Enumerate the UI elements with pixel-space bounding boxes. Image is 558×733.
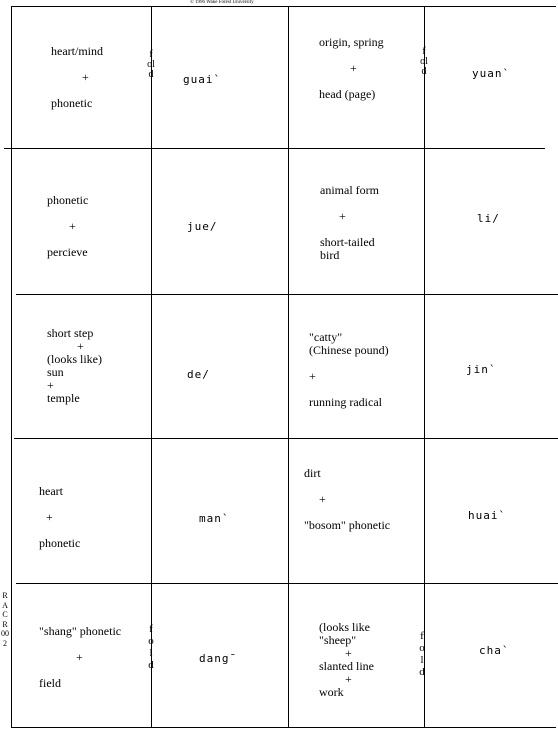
r3-left-line-4: sun <box>47 365 64 379</box>
r1-right-pinyin: yuan` <box>472 67 511 80</box>
r1-right-line-2: + <box>350 61 357 75</box>
r4-left-pinyin: man` <box>199 512 230 525</box>
r5-right-pinyin: cha` <box>479 644 510 657</box>
grid-divider-col-2 <box>288 6 289 728</box>
r4-left-line-2: + <box>46 510 53 524</box>
r2-left-line-1: phonetic <box>47 193 89 207</box>
r5-right-line-6: work <box>319 685 344 699</box>
r3-right-line-2: (Chinese pound) <box>309 343 389 357</box>
r5-left-line-2: + <box>76 650 83 664</box>
side-label: RACR 002 <box>1 591 9 648</box>
r2-right-line-3: short-tailed <box>320 235 375 249</box>
r2-right-pinyin: li/ <box>477 212 500 225</box>
grid-divider-col-1 <box>151 6 152 728</box>
fold-marker-bottom-left: fold <box>148 623 154 671</box>
grid-row-line-1 <box>4 148 545 149</box>
r2-left-line-2: + <box>69 219 76 233</box>
r2-right-line-4: bird <box>320 248 340 262</box>
copyright-notice: © 1996 Wake Forest University <box>190 0 254 5</box>
r4-right-line-1: dirt <box>304 466 321 480</box>
grid-row-line-2 <box>16 294 558 295</box>
grid-top-border <box>11 6 556 7</box>
r3-left-line-5: + <box>47 378 54 392</box>
r3-right-line-3: + <box>309 369 316 383</box>
r1-right-line-1: origin, spring <box>319 35 384 49</box>
r5-left-pinyin: dang¯ <box>199 652 238 665</box>
r3-left-line-6: temple <box>47 391 80 405</box>
fold-marker-bottom-right: fold <box>419 630 425 678</box>
r3-left-pinyin: de/ <box>187 368 210 381</box>
r1-left-line-2: + <box>82 70 89 84</box>
r5-left-line-1: "shang" phonetic <box>39 624 122 638</box>
r4-left-line-1: heart <box>39 484 63 498</box>
r4-right-line-2: + <box>319 492 326 506</box>
grid-row-line-3 <box>14 438 558 439</box>
r2-left-pinyin: jue/ <box>187 220 218 233</box>
r5-right-line-5: + <box>345 672 352 686</box>
fold-marker-top-right: fold <box>420 46 428 77</box>
r4-right-pinyin: huai` <box>468 509 507 522</box>
r5-right-line-3: + <box>345 646 352 660</box>
r1-left-pinyin: guai` <box>183 73 222 86</box>
r5-right-line-2: "sheep" <box>319 633 357 647</box>
r3-right-pinyin: jin` <box>466 363 497 376</box>
r4-left-line-3: phonetic <box>39 536 81 550</box>
r3-left-line-2: + <box>77 339 84 353</box>
r1-left-line-1: heart/mind <box>51 44 103 58</box>
r3-left-line-1: short step <box>47 326 94 340</box>
grid-row-line-4 <box>16 583 558 584</box>
r3-right-line-4: running radical <box>309 395 382 409</box>
r2-left-line-3: percieve <box>47 245 88 259</box>
r1-left-line-3: phonetic <box>51 96 93 110</box>
r5-right-line-4: slanted line <box>319 659 374 673</box>
r2-right-line-1: animal form <box>320 183 379 197</box>
r4-right-line-3: "bosom" phonetic <box>304 518 391 532</box>
r3-left-line-3: (looks like) <box>47 352 102 366</box>
r3-right-line-1: "catty" <box>309 330 343 344</box>
grid-divider-col-3 <box>424 6 425 728</box>
r5-left-line-3: field <box>39 676 61 690</box>
grid-bottom-border <box>11 727 556 728</box>
fold-marker-top-left: fold <box>147 49 155 80</box>
r2-right-line-2: + <box>339 209 346 223</box>
r1-right-line-3: head (page) <box>319 87 376 101</box>
r5-right-line-1: (looks like <box>319 620 370 634</box>
grid-left-border <box>11 6 12 728</box>
